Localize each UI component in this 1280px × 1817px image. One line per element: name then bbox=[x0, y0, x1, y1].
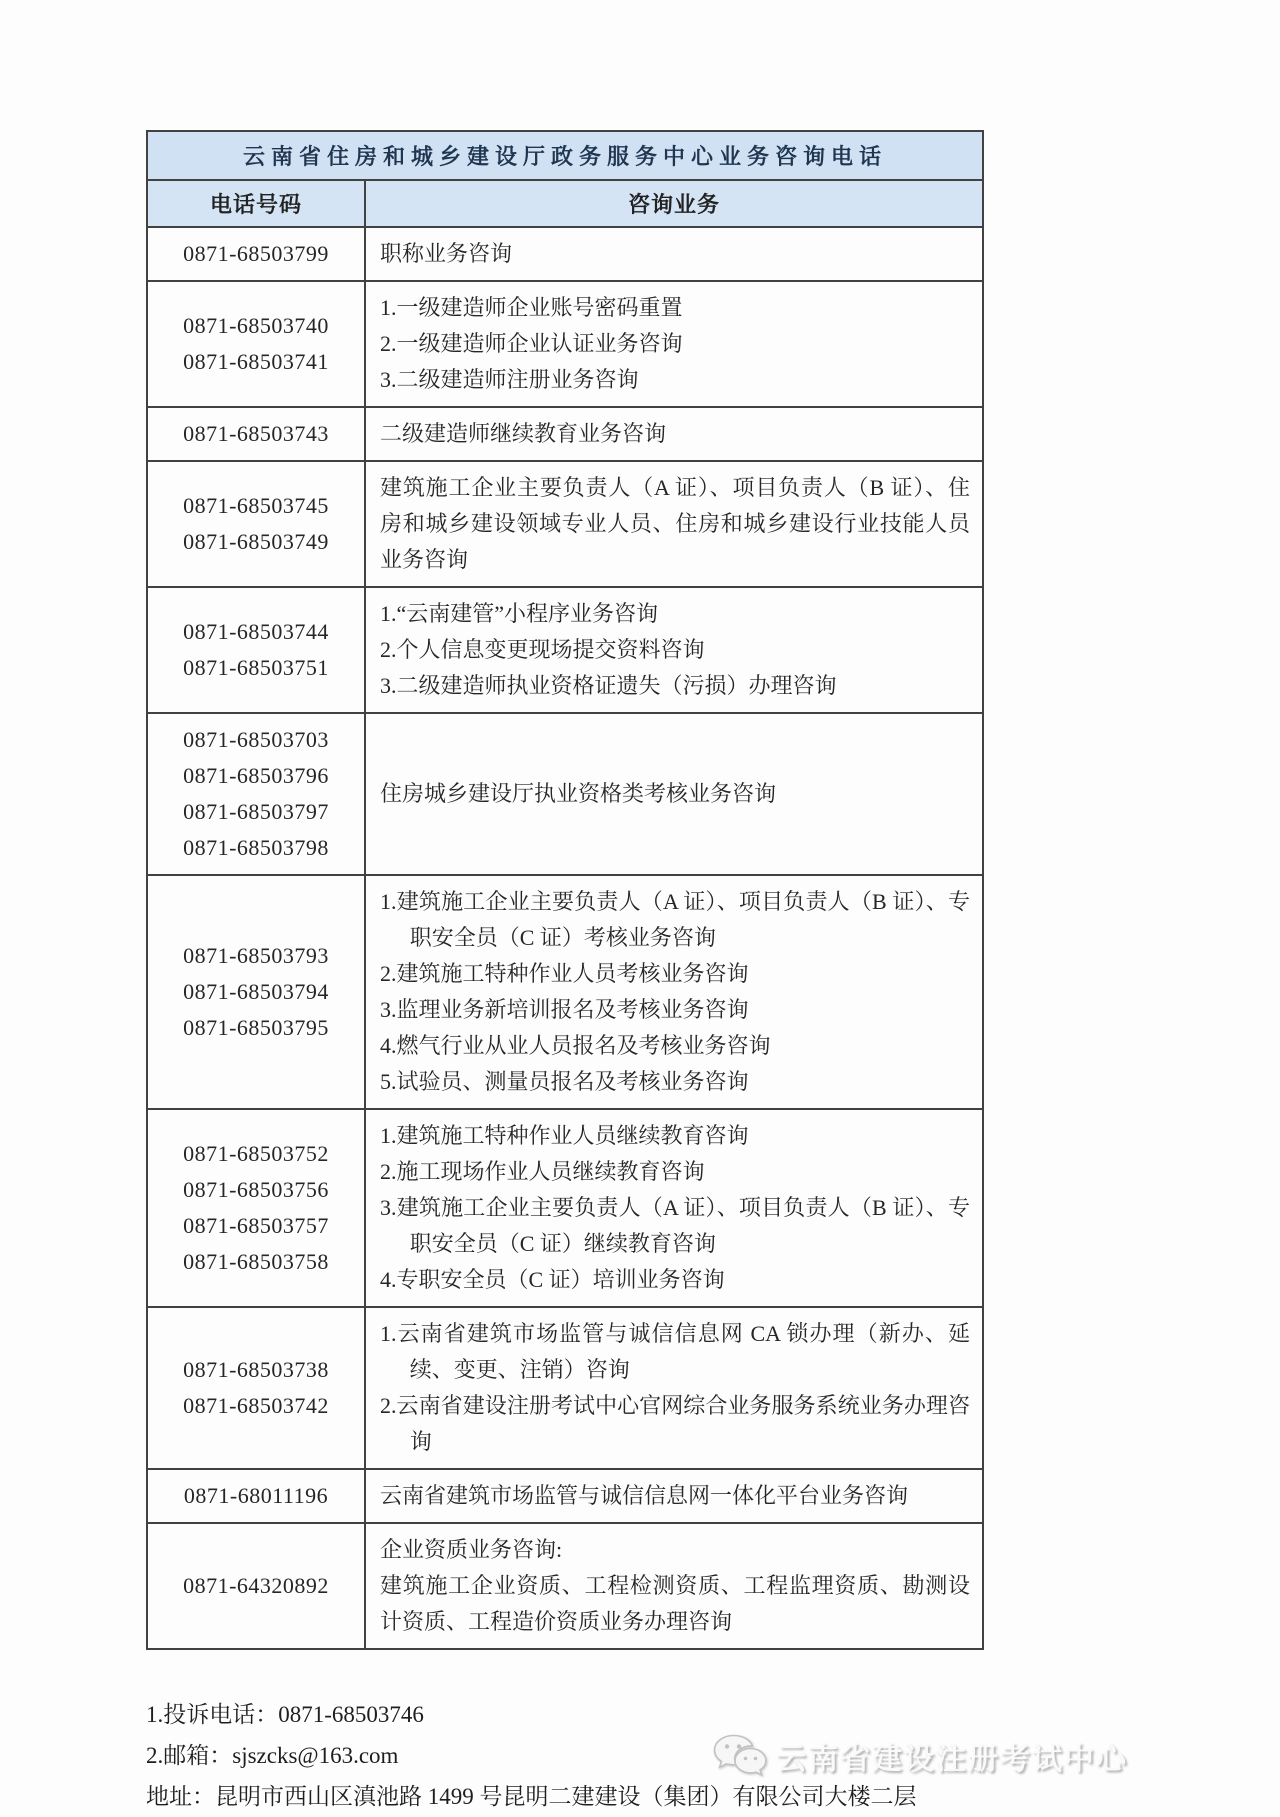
service-cell bbox=[365, 587, 983, 713]
service-line: 3.二级建造师执业资格证遗失（污损）办理咨询 bbox=[380, 673, 837, 698]
phone-number: 0871-68503742 bbox=[183, 1393, 329, 1418]
phone-cell bbox=[147, 875, 365, 1109]
phone-number: 0871-68503752 bbox=[183, 1141, 329, 1166]
service-line: 建筑施工企业主要负责人（A 证）、项目负责人（B 证）、住房和城乡建设领域专业人员、住房和城乡建设行业技能人员业务咨询 bbox=[380, 475, 970, 572]
service-cell bbox=[365, 1523, 983, 1649]
service-cell bbox=[365, 875, 983, 1109]
service-line: 2.个人信息变更现场提交资料咨询 bbox=[380, 637, 705, 662]
phone-number: 0871-68503797 bbox=[183, 799, 329, 824]
service-cell bbox=[365, 1469, 983, 1523]
phone-cell bbox=[147, 587, 365, 713]
service-cell bbox=[365, 407, 983, 461]
table-row bbox=[147, 281, 983, 407]
service-line: 1.建筑施工企业主要负责人（A 证）、项目负责人（B 证）、专职安全员（C 证）考核业务咨询 bbox=[380, 889, 970, 950]
phone-cell bbox=[147, 227, 365, 281]
service-line: 2.云南省建设注册考试中心官网综合业务服务系统业务办理咨询 bbox=[380, 1393, 970, 1454]
table-body bbox=[147, 227, 983, 1649]
phone-cell bbox=[147, 1307, 365, 1469]
service-line: 3.监理业务新培训报名及考核业务咨询 bbox=[380, 997, 749, 1022]
service-cell bbox=[365, 461, 983, 587]
phone-number: 0871-68503798 bbox=[183, 835, 329, 860]
service-cell bbox=[365, 713, 983, 875]
phone-cell bbox=[147, 281, 365, 407]
table-row bbox=[147, 407, 983, 461]
service-line: 1.“云南建管”小程序业务咨询 bbox=[380, 601, 659, 626]
phone-number: 0871-68503744 bbox=[183, 619, 329, 644]
phone-number: 0871-68503794 bbox=[183, 979, 329, 1004]
service-line: 建筑施工企业资质、工程检测资质、工程监理资质、勘测设计资质、工程造价资质业务办理咨询 bbox=[380, 1573, 970, 1634]
document-body bbox=[146, 130, 984, 1817]
page-title: 云南省住房和城乡建设厅政务服务中心业务咨询电话 bbox=[147, 131, 983, 180]
phone-cell bbox=[147, 461, 365, 587]
phone-cell bbox=[147, 1469, 365, 1523]
phone-number: 0871-68503749 bbox=[183, 529, 329, 554]
service-line: 1.一级建造师企业账号密码重置 bbox=[380, 295, 683, 320]
table-row bbox=[147, 227, 983, 281]
note-line: 1.投诉电话：0871-68503746 bbox=[146, 1702, 424, 1727]
service-line: 1.云南省建筑市场监管与诚信信息网 CA 锁办理（新办、延续、变更、注销）咨询 bbox=[380, 1321, 970, 1382]
phone-number: 0871-68503741 bbox=[183, 349, 329, 374]
phone-cell bbox=[147, 1109, 365, 1307]
service-line: 4.专职安全员（C 证）培训业务咨询 bbox=[380, 1267, 725, 1292]
service-line: 二级建造师继续教育业务咨询 bbox=[380, 421, 667, 446]
phone-number: 0871-68503793 bbox=[183, 943, 329, 968]
service-cell bbox=[365, 227, 983, 281]
service-line: 住房城乡建设厅执业资格类考核业务咨询 bbox=[380, 781, 777, 806]
service-line: 3.建筑施工企业主要负责人（A 证）、项目负责人（B 证）、专职安全员（C 证）继续教育咨询 bbox=[380, 1195, 970, 1256]
table-row bbox=[147, 1523, 983, 1649]
phone-number: 0871-68503796 bbox=[183, 763, 329, 788]
phone-cell bbox=[147, 1523, 365, 1649]
table-row bbox=[147, 1469, 983, 1523]
table-row bbox=[147, 1109, 983, 1307]
note-line: 2.邮箱：sjszcks@163.com bbox=[146, 1743, 399, 1768]
service-line: 3.二级建造师注册业务咨询 bbox=[380, 367, 639, 392]
table-row bbox=[147, 875, 983, 1109]
table-title-row bbox=[147, 131, 983, 180]
phone-directory-table bbox=[146, 130, 984, 1650]
service-line: 5.试验员、测量员报名及考核业务咨询 bbox=[380, 1069, 749, 1094]
phone-cell bbox=[147, 407, 365, 461]
service-cell bbox=[365, 1307, 983, 1469]
service-line: 2.建筑施工特种作业人员考核业务咨询 bbox=[380, 961, 749, 986]
phone-number: 0871-68503756 bbox=[183, 1177, 329, 1202]
phone-number: 0871-68503799 bbox=[183, 241, 329, 266]
table-header-row bbox=[147, 180, 983, 227]
watermark-label: 云南省建设注册考试中心 bbox=[776, 1743, 1128, 1776]
service-line: 职称业务咨询 bbox=[380, 241, 513, 266]
phone-number: 0871-64320892 bbox=[183, 1573, 329, 1598]
column-header-phone: 电话号码 bbox=[147, 180, 365, 227]
phone-number: 0871-68503743 bbox=[183, 421, 329, 446]
note-line: 地址：昆明市西山区滇池路 1499 号昆明二建建设（集团）有限公司大楼二层 bbox=[146, 1784, 917, 1809]
phone-number: 0871-68503745 bbox=[183, 493, 329, 518]
phone-number: 0871-68503738 bbox=[183, 1357, 329, 1382]
service-line: 云南省建筑市场监管与诚信信息网一体化平台业务咨询 bbox=[380, 1483, 909, 1508]
service-line: 2.施工现场作业人员继续教育咨询 bbox=[380, 1159, 705, 1184]
phone-number: 0871-68503703 bbox=[183, 727, 329, 752]
service-cell bbox=[365, 281, 983, 407]
phone-number: 0871-68503795 bbox=[183, 1015, 329, 1040]
phone-number: 0871-68503758 bbox=[183, 1249, 329, 1274]
phone-cell bbox=[147, 713, 365, 875]
phone-number: 0871-68011196 bbox=[183, 1483, 329, 1508]
phone-number: 0871-68503740 bbox=[183, 313, 329, 338]
wechat-icon bbox=[712, 1733, 768, 1779]
table-row bbox=[147, 713, 983, 875]
service-line: 2.一级建造师企业认证业务咨询 bbox=[380, 331, 683, 356]
phone-number: 0871-68503757 bbox=[183, 1213, 329, 1238]
service-cell bbox=[365, 1109, 983, 1307]
watermark bbox=[712, 1733, 1128, 1779]
table-row bbox=[147, 587, 983, 713]
phone-number: 0871-68503751 bbox=[183, 655, 329, 680]
table-row bbox=[147, 1307, 983, 1469]
service-line: 1.建筑施工特种作业人员继续教育咨询 bbox=[380, 1123, 749, 1148]
column-header-service: 咨询业务 bbox=[365, 180, 983, 227]
service-line: 企业资质业务咨询: bbox=[380, 1537, 563, 1562]
table-row bbox=[147, 461, 983, 587]
service-line: 4.燃气行业从业人员报名及考核业务咨询 bbox=[380, 1033, 771, 1058]
